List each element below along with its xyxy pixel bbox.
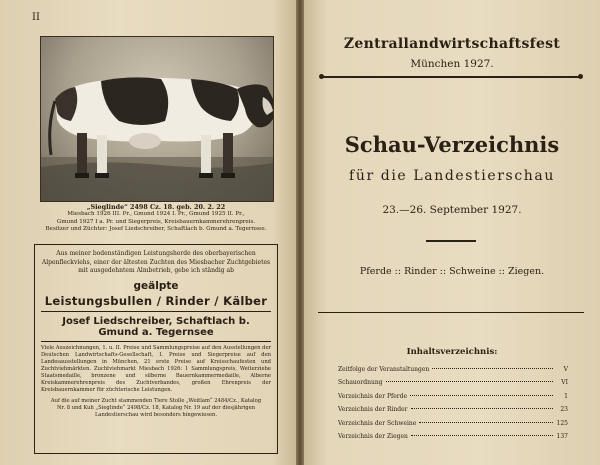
toc-label: Verzeichnis der Schweine (338, 419, 417, 427)
ad-footer-line: Landestierschau wird besonders hingewiesen. (94, 411, 218, 418)
ad-footer (41, 398, 271, 419)
toc-label: Verzeichnis der Pferde (338, 392, 408, 400)
ad-intro (41, 250, 271, 276)
toc-label: Verzeichnis der Ziegen (338, 432, 408, 440)
cow-photo (40, 36, 274, 202)
ad-intro-line: Aus meiner bodenständigen Leistungsherde des oberbayerischen (56, 250, 256, 257)
advertisement-box (34, 244, 278, 454)
page-subtitle: für die Landestierschau (349, 168, 555, 184)
toc-entry (338, 393, 568, 406)
toc-page: VI (561, 379, 568, 387)
animal-categories: Pferde :: Rinder :: Schweine :: Ziegen. (359, 266, 545, 277)
table-of-contents (338, 366, 568, 446)
toc-label: Schauordnung (338, 379, 383, 387)
right-page (304, 0, 600, 465)
section-rule (318, 312, 584, 313)
toc-page: 125 (556, 419, 568, 427)
toc-page: 23 (560, 406, 568, 414)
page-title: Schau-Verzeichnis (344, 132, 560, 157)
ad-advertiser: Josef Liedschreiber, Schaftlach b. Gmund a. Tegernsee (62, 315, 250, 338)
ad-headline-products: Leistungsbullen / Rinder / Kälber (44, 293, 268, 308)
toc-leader (419, 422, 553, 423)
short-rule (426, 240, 476, 242)
ad-intro-line: Alpenfleckviehs, einer der ältesten Zuchten des Miesbacher Zuchtgebietes (41, 258, 271, 266)
caption-line: Gmund 1927 I a. Pr. und Siegerpreis, Kreisbauernkammerehrenpreis. (56, 218, 256, 225)
toc-entry (338, 366, 568, 379)
toc-leader (411, 435, 553, 436)
ad-divider (41, 311, 271, 312)
ad-divider (41, 341, 271, 342)
rule-dot (319, 74, 324, 79)
toc-entry (338, 420, 568, 433)
toc-entry (338, 379, 568, 392)
toc-label: Zeitfolge der Veranstaltungen (338, 366, 430, 373)
ad-headline-word: geälpte (133, 279, 179, 292)
ad-details: Viele Auszeichnungen, 1. u. II. Preise und Sammlungspreise auf den Ausstellungen der Deutschen Landwirtschafts-Gesellschaft, I. Preise und Siegerpreise auf den Landesausstellungen in München, 21 erste Preise auf Kreisschaufesten und Zuchtviehmärkten. Zuchtviehmarkt Miesbach 1926: 1 Sammlungspreis, Weiterziehe Staatsmedaille, bronzene und silberne Bauernkammermedaille, Alberne Kreiskammerehrenpreis des Zuchtverbandes, großen Ehrenpreis der Kreisbauernkammer für züchterische Leistungen. (41, 344, 271, 393)
caption-name: „Sieglinde“ 2498 Cz. 18. geb. 20. 2. 22 (86, 203, 226, 211)
cow-illustration (41, 37, 273, 201)
toc-page: V (563, 366, 568, 373)
ad-footer-line: Nr. 8 und Kuh „Sieglinde“ 2498/Cz. 18, Katalog Nr. 19 auf der diesjährigen (57, 404, 255, 411)
toc-entry (338, 433, 568, 446)
toc-page: 137 (556, 432, 568, 440)
toc-page: 1 (564, 392, 568, 400)
page-number: II (32, 12, 40, 23)
toc-leader (432, 368, 553, 369)
photo-caption (40, 204, 272, 234)
rule-dot (578, 74, 583, 79)
book-gutter (296, 0, 304, 465)
ad-intro-line: mit ausgedehntem Almbetrieb, gebe ich ständig ab (78, 267, 234, 275)
toc-leader (410, 395, 553, 396)
festival-title: Zentrallandwirtschaftsfest (343, 36, 561, 52)
toc-title: Inhaltsverzeichnis: (406, 347, 498, 357)
event-dates: 23.—26. September 1927. (382, 204, 522, 216)
caption-line: Miesbach 1926 III. Pr., Gmund 1924 I. Pr., Gmund 1925 II. Pr., (67, 211, 245, 218)
left-page (0, 0, 296, 465)
toc-leader (411, 408, 553, 409)
toc-label: Verzeichnis der Rinder (338, 406, 408, 414)
toc-leader (386, 381, 553, 382)
top-rule (322, 76, 580, 78)
city-year: München 1927. (410, 58, 494, 70)
ad-footer-line: Auf die auf meiner Zucht stammenden Tiere Stolle „Weitlam“ 2484/Cz., Katalog (50, 397, 262, 404)
caption-line: Besitzer und Züchter: Josef Liedschreiber, Schaftlach b. Gmund a. Tegernsee. (45, 226, 267, 233)
toc-entry (338, 406, 568, 419)
